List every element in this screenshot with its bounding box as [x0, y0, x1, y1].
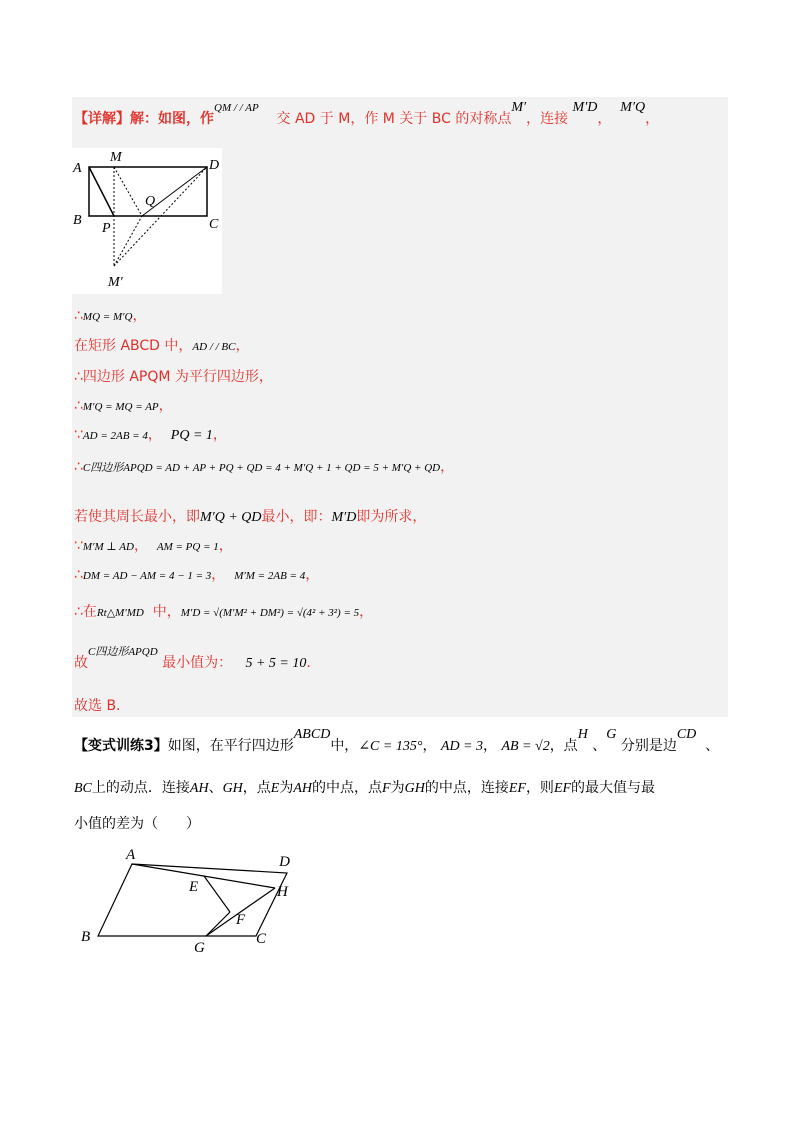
step-line	[74, 368, 273, 386]
math-expression: Rt△M′MD	[96, 607, 144, 619]
math-h: H	[577, 727, 588, 742]
math-expression: C四边形APQD	[88, 646, 158, 658]
step-text: 中，	[152, 604, 181, 620]
math-e: E	[270, 781, 280, 796]
therefore-symbol: ∴	[74, 308, 83, 324]
label-a: A	[126, 847, 136, 863]
comma: ，	[212, 427, 227, 443]
step-text: ∴在	[74, 604, 97, 620]
exercise-text: 的中点，点	[312, 780, 383, 796]
exercise-text: ，点	[242, 780, 271, 796]
comma: ，	[158, 398, 173, 414]
step-line	[74, 566, 319, 585]
exercise-text: 、	[592, 738, 607, 754]
exercise-text: 的最大值与最	[571, 780, 656, 796]
solution-intro-text: 【详解】解：如图，作	[74, 111, 214, 127]
math-f: F	[382, 781, 391, 796]
math-gh: GH	[404, 781, 425, 796]
math-g: G	[606, 727, 617, 742]
exercise-text: 上的动点．连接	[91, 780, 190, 796]
math-qm-parallel-ap: QM / / AP	[214, 102, 259, 114]
parallelogram-diagram	[80, 846, 290, 956]
math-bc: BC	[74, 781, 92, 796]
comma: ，	[133, 538, 148, 554]
exercise-line-3	[74, 815, 200, 833]
period: .	[306, 655, 311, 671]
exercise-line-1	[74, 727, 720, 756]
label-b: B	[81, 929, 91, 945]
step-line	[74, 397, 173, 416]
math-m-prime: M′	[511, 100, 527, 115]
math-expression: M′Q = MQ = AP	[82, 401, 159, 413]
label-p: P	[102, 221, 111, 236]
comma: ，	[211, 567, 226, 583]
math-expression: PQ = 1	[170, 428, 213, 443]
therefore-symbol: ∴	[74, 459, 83, 475]
comma: ，	[305, 567, 320, 583]
exercise-text: 中，	[330, 738, 359, 754]
answer-text: 故选 B.	[74, 698, 121, 714]
math-ah: AH	[189, 781, 209, 796]
comma: ，	[483, 738, 497, 754]
label-c: C	[256, 931, 267, 947]
step-text: ∴四边形 APQM 为平行四边形，	[74, 369, 273, 385]
comma: ，	[422, 738, 437, 754]
step-text: 即为所求，	[356, 509, 427, 525]
therefore-symbol: ∴	[74, 567, 83, 583]
solution-intro-text-2: 交 AD 于 M，作 M 关于 BC 的对称点	[276, 111, 512, 127]
exercise-line-2	[74, 779, 655, 798]
comma: ，	[645, 111, 660, 127]
rectangle-figure	[72, 148, 222, 294]
math-expression: MQ = M′Q	[82, 311, 133, 323]
label-q: Q	[145, 194, 156, 209]
step-line	[74, 508, 426, 527]
exercise-text: 、	[208, 780, 223, 796]
label-c: C	[209, 217, 219, 232]
parallelogram-figure	[80, 846, 290, 956]
exercise-text: ，点	[549, 738, 578, 754]
exercise-text: 小值的差为（ ）	[74, 816, 200, 832]
label-m-prime: M′	[108, 275, 123, 290]
comma: ，	[359, 604, 374, 620]
step-line	[74, 646, 311, 673]
exercise-title: 【变式训练3】	[74, 738, 168, 754]
math-expression: 5 + 5 = 10	[245, 656, 307, 671]
step-text: 在矩形 ABCD 中，	[74, 338, 193, 354]
math-ef: EF	[508, 781, 526, 796]
math-expression: AD / / BC	[192, 341, 236, 353]
step-line	[74, 337, 250, 356]
because-symbol: ∵	[74, 538, 83, 554]
step-text: 最小值为：	[162, 655, 233, 671]
math-gh: GH	[222, 781, 243, 796]
step-line	[74, 458, 454, 477]
label-g: G	[194, 940, 205, 956]
exercise-text: 为	[390, 780, 405, 796]
comma: ，	[132, 308, 147, 324]
comma: ，	[147, 427, 162, 443]
perimeter-expression: C四边形APQD = AD + AP + PQ + QD = 4 + M′Q + 1 + QD = 5 + M′Q + QD	[82, 462, 441, 474]
math-m-prime-d: M′D	[572, 100, 598, 115]
math-expression: M′M ⊥ AD	[82, 541, 134, 553]
rectangle-diagram	[72, 148, 222, 294]
exercise-text: 为	[279, 780, 294, 796]
step-line	[74, 426, 227, 445]
label-f: F	[236, 912, 246, 928]
solution-intro-line	[74, 100, 660, 129]
math-angle-c: ∠C = 135°	[358, 739, 423, 754]
math-ab: AB = √2	[501, 739, 550, 754]
math-ah: AH	[293, 781, 313, 796]
exercise-text: ，则	[525, 780, 554, 796]
because-symbol: ∵	[74, 427, 83, 443]
label-h: H	[277, 884, 288, 900]
step-text: 故	[74, 655, 88, 671]
math-cd: CD	[676, 727, 697, 742]
answer-line	[74, 697, 121, 715]
step-line	[74, 307, 146, 326]
label-b: B	[73, 213, 82, 228]
step-text: 最小，即：	[261, 509, 332, 525]
comma: ，	[218, 538, 233, 554]
label-a: A	[73, 161, 82, 176]
exercise-text: 如图，在平行四边形	[167, 738, 294, 754]
math-ad: AD = 3	[440, 739, 483, 754]
label-e: E	[189, 879, 199, 895]
label-m: M	[110, 150, 122, 165]
exercise-text: 的中点，连接	[424, 780, 509, 796]
math-expression: DM = AD − AM = 4 − 1 = 3	[82, 570, 212, 582]
solution-intro-text-3: ，连接	[526, 111, 569, 127]
step-text: 若使其周长最小，即	[74, 509, 200, 525]
label-d: D	[209, 158, 220, 173]
comma: ，	[235, 338, 250, 354]
comma: ，	[440, 459, 455, 475]
math-m-prime-q: M′Q	[620, 100, 646, 115]
math-abcd: ABCD	[293, 727, 331, 742]
pythagorean-expression: M′D = √(M′M² + DM²) = √(4² + 3²) = 5	[180, 607, 360, 619]
math-expression: M′D	[331, 510, 357, 525]
exercise-text: 分别是边	[620, 738, 677, 754]
math-expression: AD = 2AB = 4	[82, 430, 148, 442]
comma: ，	[597, 111, 612, 127]
math-expression: M′M = 2AB = 4	[234, 570, 306, 582]
therefore-symbol: ∴	[74, 398, 83, 414]
step-line	[74, 603, 373, 622]
math-expression: M′Q + QD	[200, 510, 262, 525]
step-line	[74, 537, 233, 556]
math-expression: AM = PQ = 1	[156, 541, 219, 553]
label-d: D	[279, 854, 290, 870]
math-ef: EF	[553, 781, 572, 796]
exercise-text: 、	[705, 738, 720, 754]
